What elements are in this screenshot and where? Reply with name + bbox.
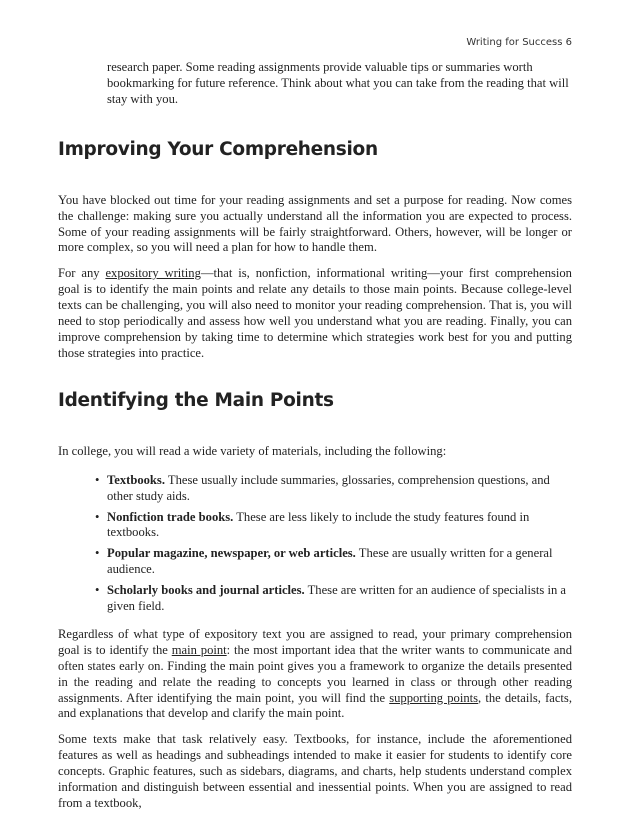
list-item <box>95 510 572 542</box>
glossary-term-main-point[interactable]: main point <box>171 642 227 657</box>
heading-identifying-main-points: Identifying the Main Points <box>58 389 334 411</box>
list-item-term: Scholarly books and journal articles. <box>107 583 305 598</box>
paragraph-main-point <box>58 627 572 722</box>
text-run: For any <box>58 266 106 281</box>
glossary-term-expository-writing[interactable]: expository writing <box>105 266 201 281</box>
paragraph-expository-writing <box>58 266 572 361</box>
list-item-text: These are written for an audience of specialists in a given field. <box>107 583 567 614</box>
continued-paragraph: research paper. Some reading assignments provide valuable tips or summaries worth bookmarking for future reference. Think about what you can take from the reading that will stay with you. <box>107 60 569 106</box>
paragraph-comprehension-intro: You have blocked out time for your reading assignments and set a purpose for reading. Now comes the challenge: making sure you actually understand all the information you are expected to process. Some of your reading assignments will be fairly straightforward. Others, however, will be longer or more complex, so you will need a plan for how to handle them. <box>58 192 572 255</box>
list-item-text: These are usually written for a general audience. <box>107 546 553 577</box>
paragraph-materials-intro: In college, you will read a wide variety of materials, including the following: <box>58 443 447 458</box>
paragraph-textbook-features: Some texts make that task relatively easy. Textbooks, for instance, include the aforementioned features as well as headings and subheadings intended to make it easier for students to identify core concepts. Graphic features, such as sidebars, diagrams, and charts, help students understand complex information and distinguish between essential and inessential points. When you are assigned to read from a textbook, <box>58 732 572 810</box>
text-run: —that is, nonfiction, informational writing—your first comprehension goal is to identify the main points and relate any details to those main points. Because college-level texts can be challenging, you will also need to monitor your reading comprehension. That is, you will need to stop periodically and assess how well you understand what you are reading. Finally, you can improve comprehension by taking time to determine which strategies work best for you and putting those strategies into practice. <box>58 266 572 360</box>
list-item <box>95 546 572 578</box>
list-item-term: Nonfiction trade books. <box>107 509 234 524</box>
list-item-text: These usually include summaries, glossaries, comprehension questions, and other study aids. <box>107 472 550 503</box>
running-head: Writing for Success 6 <box>466 37 572 48</box>
list-item-term: Popular magazine, newspaper, or web articles. <box>107 546 356 561</box>
list-item <box>95 473 572 505</box>
text-run: Regardless of what type of expository text you are assigned to read, your primary comprehension goal is to identify the <box>58 626 572 657</box>
heading-improving-comprehension: Improving Your Comprehension <box>58 138 378 160</box>
glossary-term-supporting-points[interactable]: supporting points <box>389 690 479 705</box>
text-run: , the details, facts, and explanations that develop and clarify the main point. <box>58 690 572 721</box>
text-run: : the most important idea that the writer wants to communicate and often states early on. Finding the main point gives you a framework to organize the details presented in the reading and relate the reading to concepts you learned in class or through other reading assignments. After identifying the main point, you will find the <box>58 642 572 705</box>
materials-list <box>58 473 572 615</box>
list-item <box>95 583 572 615</box>
list-item-term: Textbooks. <box>107 472 165 487</box>
page-body <box>58 60 572 812</box>
list-item-text: These are less likely to include the study features found in textbooks. <box>107 509 530 540</box>
